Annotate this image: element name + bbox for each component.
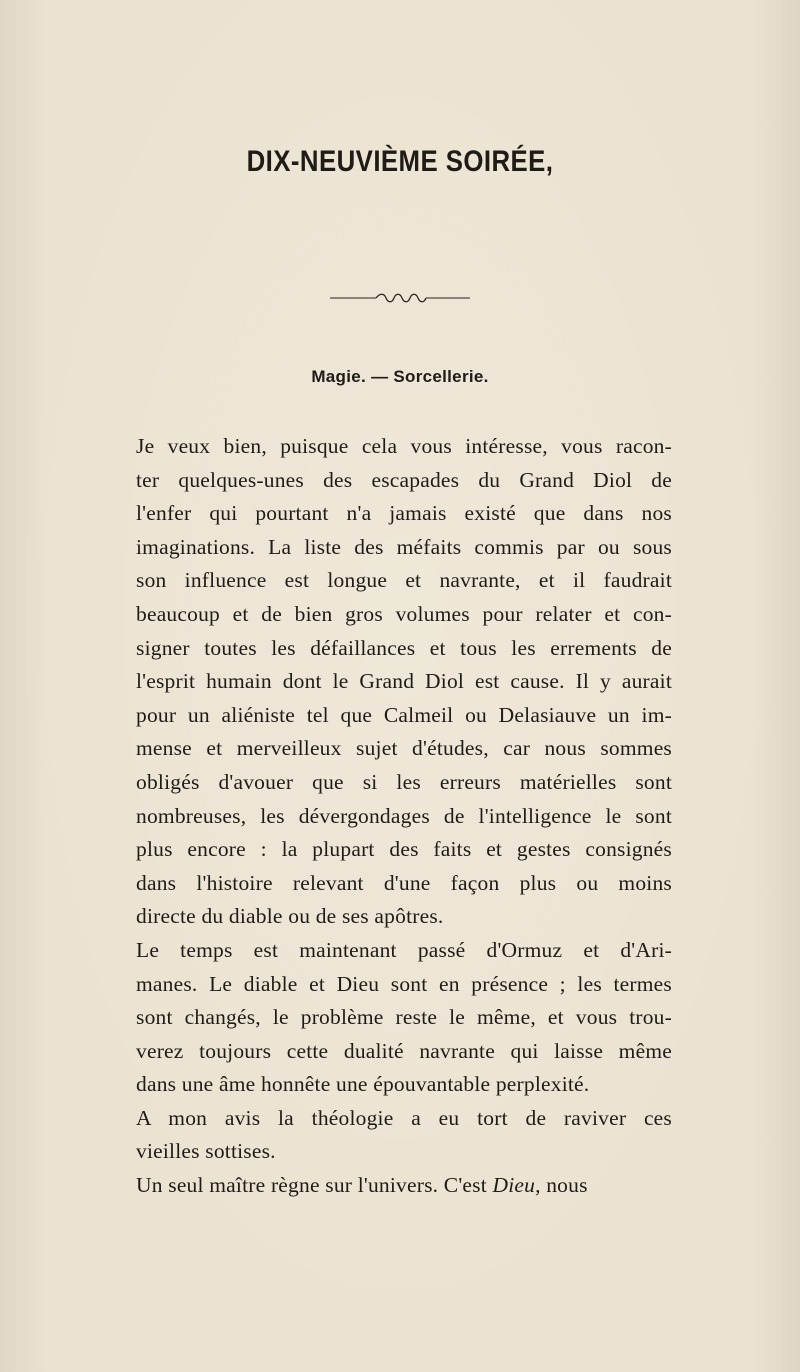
paragraph-3 bbox=[136, 1102, 672, 1169]
text-line: Je veux bien, puisque cela vous intéresse, vous racon- bbox=[136, 434, 672, 458]
text-segment: Un seul maître règne sur l'univers. C'est bbox=[136, 1173, 493, 1198]
text-line: vieilles sottises. bbox=[136, 1139, 276, 1164]
text-line: nombreuses, les dévergondages de l'intelligence le sont bbox=[136, 803, 672, 828]
text-line: dans une âme honnête une épouvantable perplexité. bbox=[136, 1072, 590, 1097]
text-line: A mon avis la théologie a eu tort de raviver ces bbox=[136, 1105, 672, 1130]
text-segment: nous bbox=[540, 1173, 588, 1198]
paragraph-2 bbox=[136, 934, 672, 1102]
text-line: sont changés, le problème reste le même, et vous trou- bbox=[136, 1005, 672, 1030]
text-line bbox=[136, 1169, 672, 1203]
decorative-divider-ornament bbox=[330, 292, 470, 304]
text-line: Le temps est maintenant passé d'Ormuz et d'Ari- bbox=[136, 937, 672, 962]
text-line: imaginations. La liste des méfaits commis par ou sous bbox=[136, 534, 672, 559]
text-line: obligés d'avouer que si les erreurs matérielles sont bbox=[136, 769, 672, 794]
chapter-heading: DIX-NEUVIÈME SOIRÉE, bbox=[246, 145, 554, 178]
text-line: beaucoup et de bien gros volumes pour relater et con- bbox=[136, 601, 672, 626]
text-line: ter quelques-unes des escapades du Grand Diol de bbox=[136, 467, 672, 492]
text-line: mense et merveilleux sujet d'études, car nous sommes bbox=[136, 736, 672, 761]
text-line: plus encore : la plupart des faits et gestes consignés bbox=[136, 837, 672, 862]
text-line: pour un aliéniste tel que Calmeil ou Delasiauve un im- bbox=[136, 702, 672, 727]
emphasized-word: Dieu, bbox=[492, 1173, 541, 1198]
text-line: l'enfer qui pourtant n'a jamais existé que dans nos bbox=[136, 501, 672, 526]
text-line: verez toujours cette dualité navrante qui laisse même bbox=[136, 1038, 672, 1063]
body-text bbox=[136, 430, 672, 1203]
text-line: manes. Le diable et Dieu sont en présence ; les termes bbox=[136, 971, 672, 996]
text-line: son influence est longue et navrante, et il faudrait bbox=[136, 568, 672, 593]
paragraph-4 bbox=[136, 1169, 672, 1203]
text-line: l'esprit humain dont le Grand Diol est cause. Il y aurait bbox=[136, 669, 672, 694]
chapter-subtitle: Magie. — Sorcellerie. bbox=[311, 367, 489, 386]
text-line: dans l'histoire relevant d'une façon plus ou moins bbox=[136, 870, 672, 895]
paragraph-1 bbox=[136, 430, 672, 934]
text-line: signer toutes les défaillances et tous les errements de bbox=[136, 635, 672, 660]
text-line: directe du diable ou de ses apôtres. bbox=[136, 904, 444, 929]
